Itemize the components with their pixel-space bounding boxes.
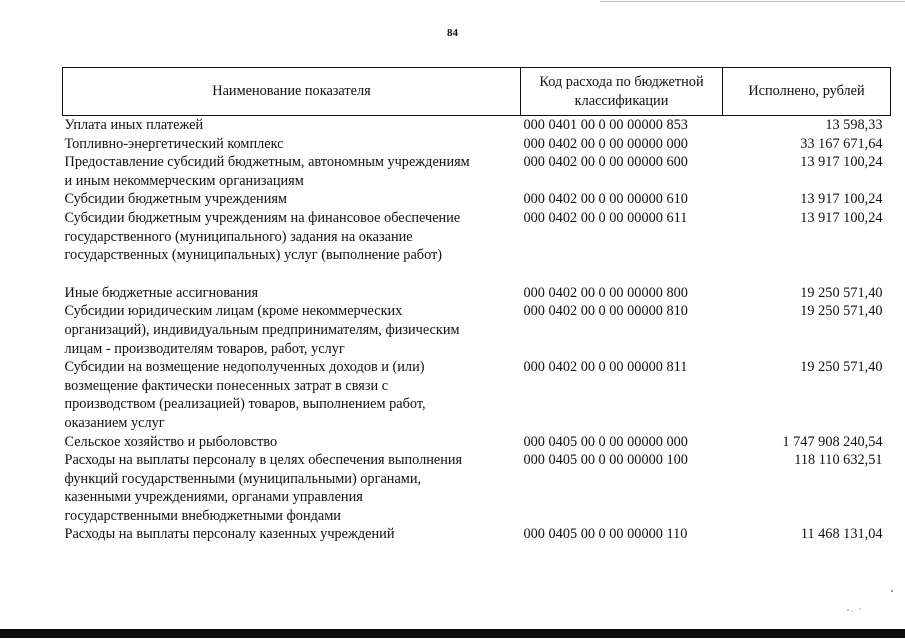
row-name-cell [63, 135, 521, 154]
row-name-cell [63, 358, 521, 432]
table-row [63, 284, 891, 303]
row-code-cell: 000 0402 00 0 00 00000 610 [523, 191, 688, 208]
row-name-cell [63, 433, 521, 452]
row-name-line: Иные бюджетные ассигнования [64, 284, 259, 301]
row-name-line: Расходы на выплаты персоналу в целях обеспечения выполнения [64, 452, 463, 469]
row-name-cell [63, 153, 521, 190]
row-name-line: казенными учреждениями, органами управления [64, 489, 363, 506]
row-code-cell: 000 0401 00 0 00 00000 853 [523, 117, 688, 133]
row-name-cell [63, 302, 521, 358]
row-name-line: функций государственными (муниципальными) органами, [64, 470, 422, 487]
row-amount-cell: 118 110 632,51 [794, 452, 883, 469]
row-name-line: Расходы на выплаты персоналу казенных учреждений [64, 526, 395, 543]
row-code-cell: 000 0405 00 0 00 00000 100 [523, 452, 688, 469]
table-row [63, 525, 891, 544]
row-code-cell: 000 0402 00 0 00 00000 800 [523, 284, 688, 301]
table-row [63, 451, 891, 525]
header-indicator-name: Наименование показателя [63, 68, 521, 116]
row-gap [63, 265, 891, 284]
page-number: 84 [447, 27, 458, 39]
row-amount-cell: 13 598,33 [825, 117, 883, 133]
row-amount-cell: 19 250 571,40 [800, 284, 883, 301]
row-amount-cell: 19 250 571,40 [800, 303, 883, 320]
row-name-line: и иным некоммерческим организациям [64, 172, 304, 189]
row-name-line: государственных (муниципальных) услуг (выполнение работ) [64, 247, 443, 264]
row-code-cell: 000 0402 00 0 00 00000 000 [523, 135, 688, 152]
table-row [63, 135, 891, 154]
row-name-cell [63, 190, 521, 209]
row-name-line: Субсидии бюджетным учреждениям [64, 191, 287, 208]
row-amount-cell: 13 917 100,24 [800, 209, 883, 226]
row-name-cell [63, 451, 521, 525]
table-row [63, 190, 891, 209]
row-amount-cell: 13 917 100,24 [800, 191, 883, 208]
row-amount-cell: 33 167 671,64 [800, 135, 883, 152]
row-name-line: Субсидии бюджетным учреждениям на финансовое обеспечение [64, 209, 461, 226]
row-amount-cell: 13 917 100,24 [800, 154, 883, 171]
row-name-line: организаций), индивидуальным предпринимателям, физическим [64, 321, 460, 338]
row-name-line: Уплата иных платежей [64, 117, 204, 133]
row-name-line: государственными внебюджетными фондами [64, 507, 341, 524]
expenditure-table [62, 67, 891, 544]
row-name-line: Субсидии на возмещение недополученных доходов и (или) [64, 359, 425, 376]
table-row [63, 358, 891, 432]
row-amount-cell: 11 468 131,04 [800, 526, 883, 543]
row-code-cell: 000 0402 00 0 00 00000 810 [523, 303, 688, 320]
header-executed-amount: Исполнено, рублей [723, 68, 891, 116]
table-header-row [63, 68, 891, 116]
row-name-line: Предоставление субсидий бюджетным, автономным учреждениям [64, 154, 470, 171]
row-name-line: производством (реализацией) товаров, выполнением работ, [64, 396, 426, 413]
table-row [63, 433, 891, 452]
row-name-line: лицам - производителям товаров, работ, услуг [64, 340, 345, 357]
row-name-cell [63, 284, 521, 303]
row-name-line: Субсидии юридическим лицам (кроме некоммерческих [64, 303, 403, 320]
header-budget-code: Код расхода по бюджетной классификации [521, 68, 723, 116]
row-name-cell [63, 209, 521, 265]
row-code-cell: 000 0402 00 0 00 00000 600 [523, 154, 688, 171]
row-code-cell: 000 0405 00 0 00 00000 110 [523, 526, 688, 543]
row-code-cell: 000 0402 00 0 00 00000 611 [523, 209, 688, 226]
row-code-cell: 000 0405 00 0 00 00000 000 [523, 433, 688, 450]
row-name-line: государственного (муниципального) задания на оказание [64, 228, 413, 245]
table-row [63, 116, 891, 135]
row-name-cell [63, 116, 521, 135]
scan-bottom-border [0, 629, 905, 638]
row-name-line: Топливно-энергетический комплекс [64, 135, 284, 152]
row-name-line: Сельское хозяйство и рыболовство [64, 433, 278, 450]
table-row [63, 209, 891, 265]
scan-noise-marks [840, 588, 900, 618]
scan-edge-line [600, 1, 905, 2]
row-name-line: оказанием услуг [64, 414, 165, 431]
row-code-cell: 000 0402 00 0 00 00000 811 [523, 359, 688, 376]
row-name-cell [63, 525, 521, 544]
row-amount-cell: 1 747 908 240,54 [782, 433, 883, 450]
row-name-line: возмещение фактически понесенных затрат в связи с [64, 377, 389, 394]
row-amount-cell: 19 250 571,40 [800, 359, 883, 376]
table-row [63, 302, 891, 358]
table-row [63, 153, 891, 190]
